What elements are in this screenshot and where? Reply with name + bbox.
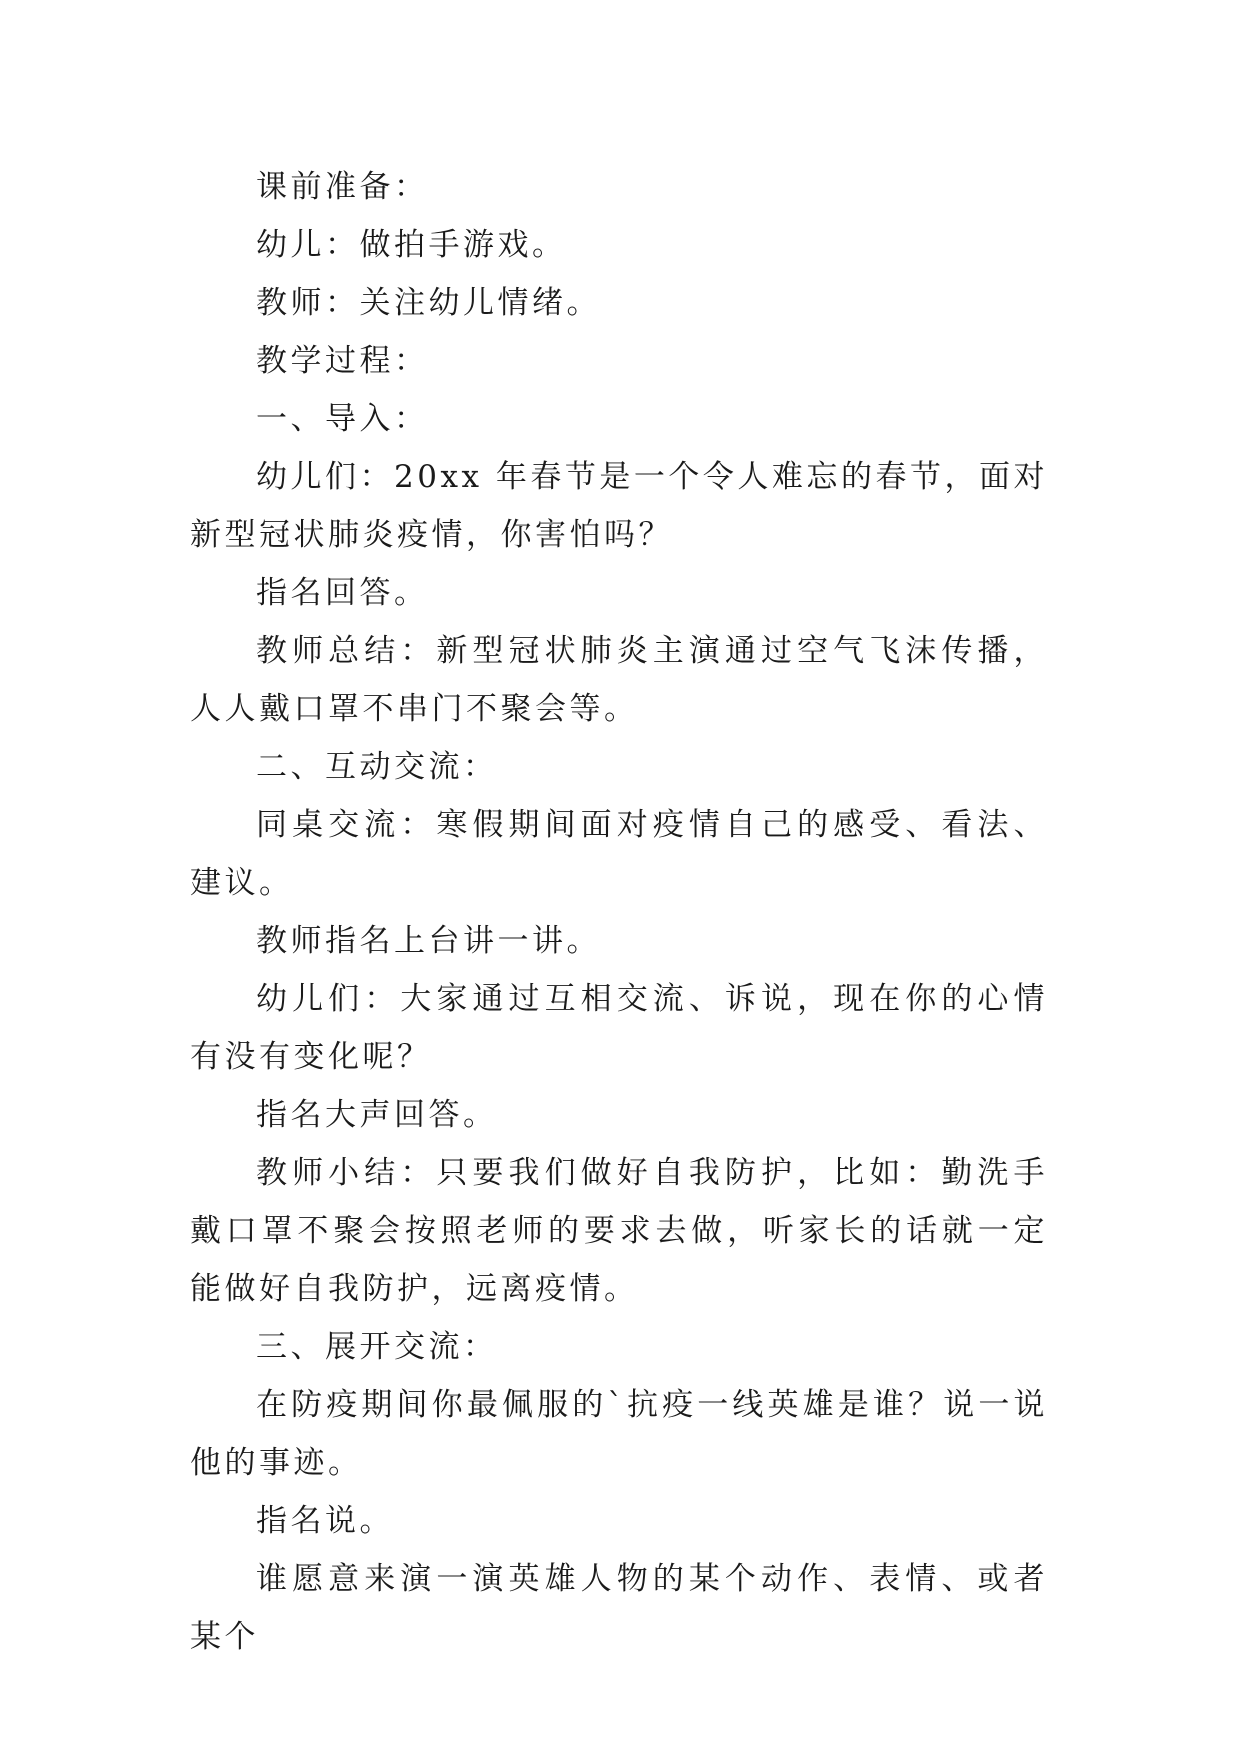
paragraph-process-heading: 教学过程：	[256, 343, 429, 379]
paragraph-section-expand: 三、展开交流：	[256, 1329, 498, 1365]
paragraph-answer-call: 指名回答。	[256, 575, 429, 611]
paragraph-loud-answer: 指名大声回答。	[256, 1097, 498, 1133]
document-body	[190, 158, 1048, 1666]
paragraph-teacher-summary: 教师总结：新型冠状肺炎主演通过空气飞沫传播，人人戴口罩不串门不聚会等。	[190, 633, 1048, 727]
paragraph-speak-call: 指名说。	[256, 1503, 394, 1539]
paragraph-act-out: 谁愿意来演一演英雄人物的某个动作、表情、或者某个	[190, 1561, 1048, 1655]
paragraph-teacher-focus: 教师：关注幼儿情绪。	[256, 285, 601, 321]
paragraph-hero-question: 在防疫期间你最佩服的`抗疫一线英雄是谁？说一说他的事迹。	[190, 1387, 1048, 1481]
paragraph-prep-heading: 课前准备：	[256, 169, 429, 205]
paragraph-section-intro: 一、导入：	[256, 401, 429, 437]
paragraph-intro-question: 幼儿们：20xx 年春节是一个令人难忘的春节，面对新型冠状肺炎疫情，你害怕吗？	[190, 459, 1048, 553]
paragraph-section-interaction: 二、互动交流：	[256, 749, 498, 785]
paragraph-stage-talk: 教师指名上台讲一讲。	[256, 923, 601, 959]
paragraph-deskmate-exchange: 同桌交流：寒假期间面对疫情自己的感受、看法、建议。	[190, 807, 1048, 901]
paragraph-teacher-conclusion: 教师小结：只要我们做好自我防护，比如：勤洗手戴口罩不聚会按照老师的要求去做，听家长的话就一定能做好自我防护，远离疫情。	[190, 1155, 1048, 1307]
paragraph-children-activity: 幼儿：做拍手游戏。	[256, 227, 567, 263]
paragraph-mood-question: 幼儿们：大家通过互相交流、诉说，现在你的心情有没有变化呢？	[190, 981, 1048, 1075]
